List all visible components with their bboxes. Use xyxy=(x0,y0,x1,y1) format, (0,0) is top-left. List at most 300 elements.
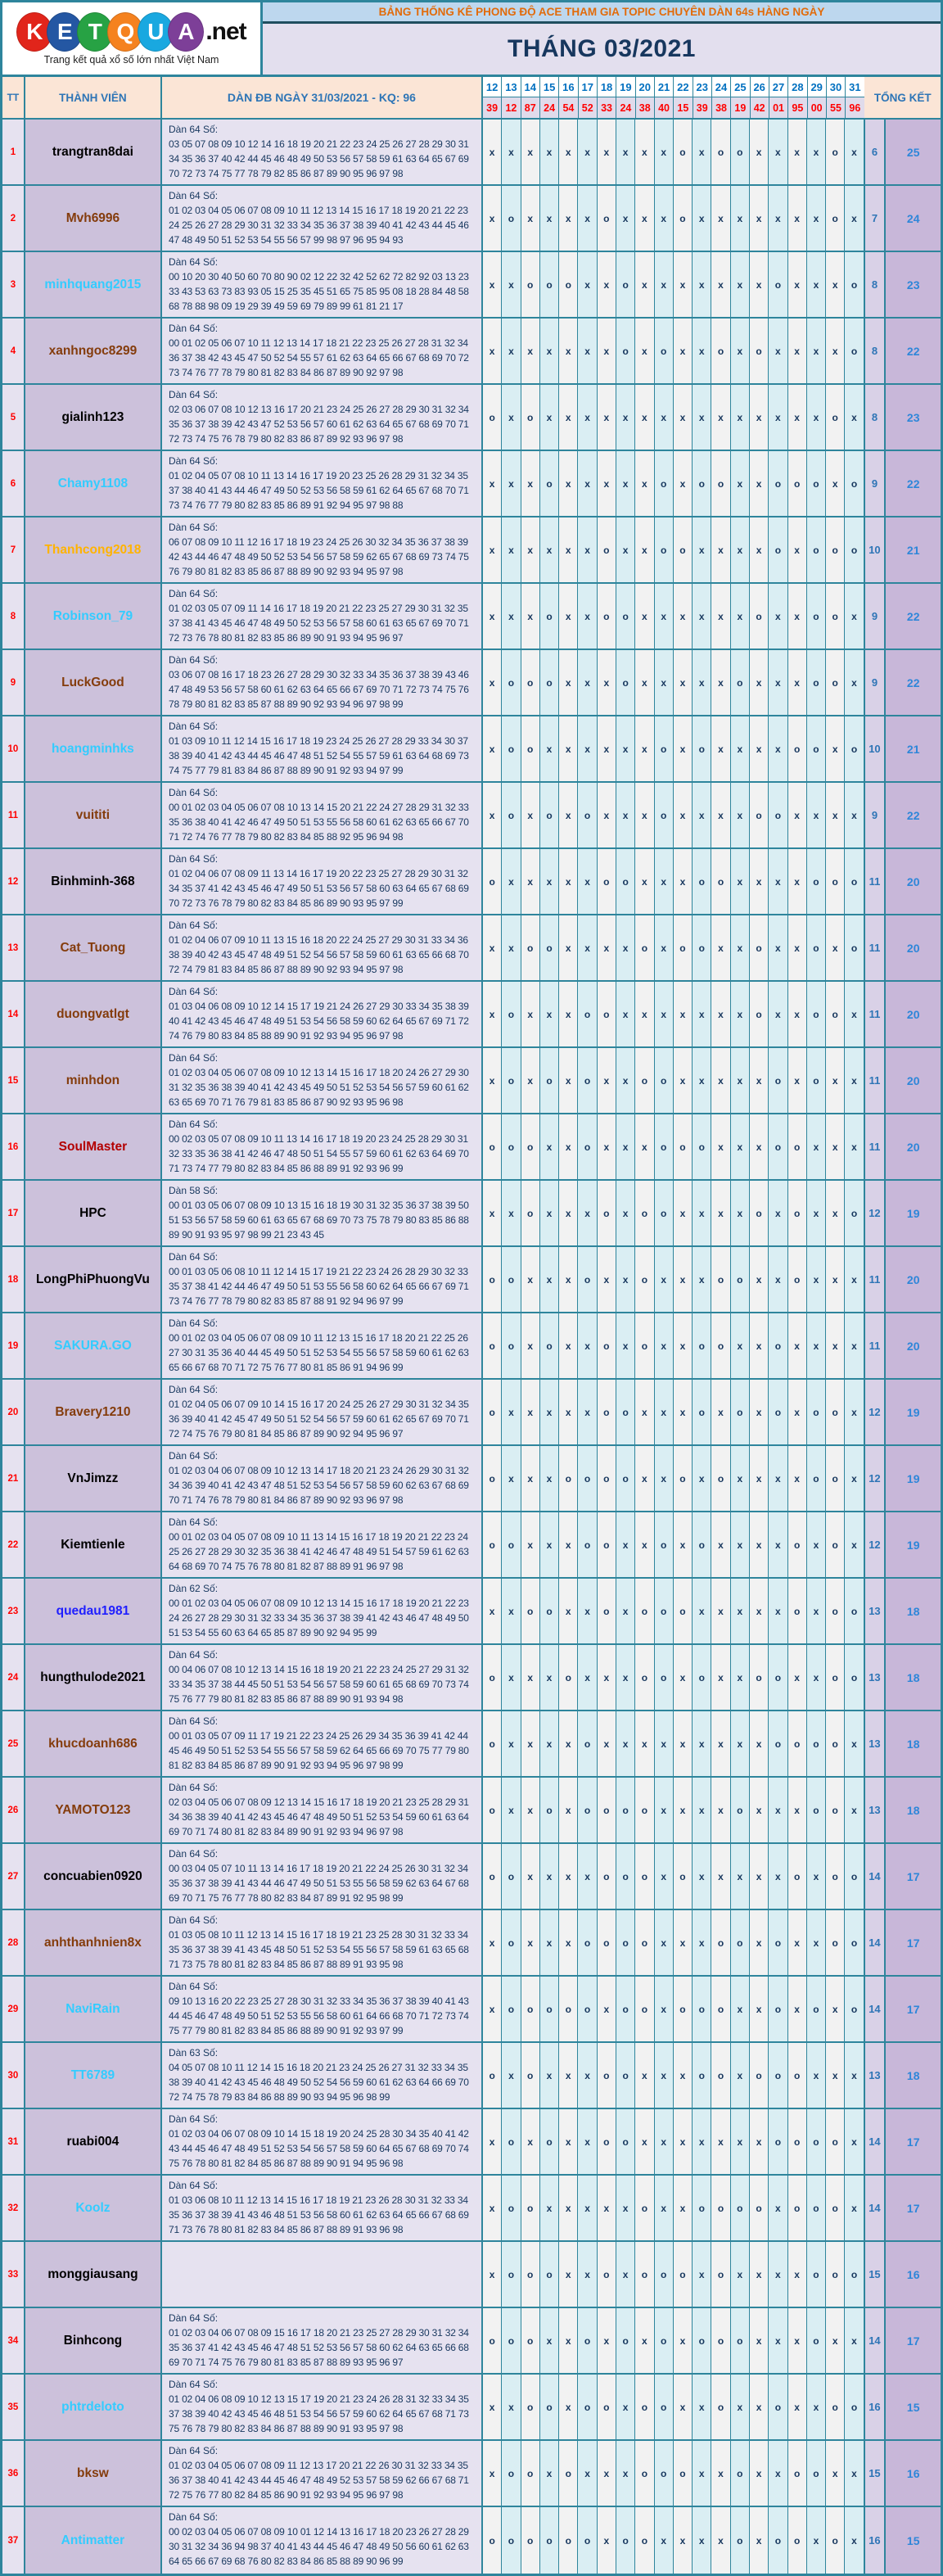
mark-cell: x xyxy=(731,915,750,980)
dan-numbers: 01 03 04 06 08 09 10 12 14 15 17 19 21 24 26 27 29 30 33 34 35 38 39 40 41 42 43 45 46 47 48 49 51 53 54 56 58 59 60 62 64 65 67 69 71 72 74 76 79 80 83 84 85 88 89 90 91 92 93 94 95 96 97 98 xyxy=(169,1001,469,1042)
mark-cell: x xyxy=(769,584,787,649)
member-name[interactable]: Kiemtienle xyxy=(25,1512,162,1577)
mark-cell: x xyxy=(521,186,540,251)
day-header: 31 xyxy=(846,77,864,97)
daily-marks xyxy=(483,716,865,781)
mark-cell: o xyxy=(693,1512,711,1577)
dan-label: Dàn 63 Số: xyxy=(169,2047,219,2059)
mark-cell: o xyxy=(578,2375,597,2439)
member-name[interactable]: quedau1981 xyxy=(25,1579,162,1643)
member-name[interactable]: VnJimzz xyxy=(25,1446,162,1511)
mark-cell: o xyxy=(711,1910,730,1975)
mark-cell: o xyxy=(769,2109,787,2174)
daily-marks xyxy=(483,186,865,251)
mark-cell: o xyxy=(826,1446,845,1511)
member-name[interactable]: YAMOTO123 xyxy=(25,1778,162,1842)
mark-cell: o xyxy=(711,2375,730,2439)
mark-cell: o xyxy=(598,584,616,649)
mark-cell: x xyxy=(674,2109,693,2174)
mark-cell: o xyxy=(521,2308,540,2373)
mark-cell: x xyxy=(826,1247,845,1312)
dan-numbers: 01 02 04 05 06 07 09 10 14 15 16 17 20 24 25 26 27 29 30 31 32 34 35 36 39 40 41 42 45 47 49 50 51 52 54 56 57 59 60 61 62 65 67 69 70 71 72 74 75 76 79 80 81 84 85 86 87 89 90 92 94 95 96 97 xyxy=(169,1399,469,1439)
mark-cell: o xyxy=(845,517,864,582)
total-miss: 8 xyxy=(865,385,887,450)
mark-cell: x xyxy=(807,1247,826,1312)
mark-cell: x xyxy=(540,186,559,251)
mark-cell: x xyxy=(674,1512,693,1577)
total-miss: 12 xyxy=(865,1380,887,1444)
table-row xyxy=(2,716,941,783)
mark-cell: o xyxy=(502,1512,521,1577)
day-result: 33 xyxy=(598,97,616,118)
mark-cell: o xyxy=(616,1778,635,1842)
mark-cell: x xyxy=(731,517,750,582)
mark-cell: x xyxy=(769,915,787,980)
mark-cell: x xyxy=(483,2375,502,2439)
mark-cell: x xyxy=(578,517,597,582)
member-name[interactable]: LuckGood xyxy=(25,650,162,715)
mark-cell: o xyxy=(711,2242,730,2307)
mark-cell: x xyxy=(578,2242,597,2307)
mark-cell: x xyxy=(750,1048,769,1113)
mark-cell: o xyxy=(807,2242,826,2307)
mark-cell: o xyxy=(693,2308,711,2373)
mark-cell: x xyxy=(788,252,807,317)
table-row xyxy=(2,915,941,982)
member-name[interactable]: concuabien0920 xyxy=(25,1844,162,1909)
mark-cell: x xyxy=(559,517,578,582)
mark-cell: x xyxy=(540,1446,559,1511)
mark-cell: x xyxy=(807,783,826,847)
mark-cell: o xyxy=(674,120,693,184)
mark-cell: x xyxy=(731,252,750,317)
total-score: 22 xyxy=(886,451,941,516)
mark-cell: x xyxy=(521,1446,540,1511)
mark-cell: o xyxy=(674,2242,693,2307)
mark-cell: x xyxy=(788,319,807,383)
mark-cell: x xyxy=(711,1114,730,1179)
row-number: 7 xyxy=(2,517,25,582)
mark-cell: x xyxy=(731,2043,750,2108)
mark-cell: x xyxy=(616,1114,635,1179)
mark-cell: x xyxy=(826,451,845,516)
mark-cell: x xyxy=(616,120,635,184)
mark-cell: x xyxy=(483,1910,502,1975)
mark-cell: o xyxy=(502,716,521,781)
mark-cell: o xyxy=(598,1778,616,1842)
total-score: 19 xyxy=(886,1446,941,1511)
dan-cell xyxy=(162,451,483,516)
dan-cell xyxy=(162,1844,483,1909)
dan-cell xyxy=(162,716,483,781)
mark-cell: o xyxy=(750,1181,769,1245)
dan-cell xyxy=(162,385,483,450)
total-score: 21 xyxy=(886,716,941,781)
logo-letter: T xyxy=(77,12,113,52)
mark-cell: x xyxy=(655,1844,674,1909)
mark-cell: x xyxy=(616,1711,635,1776)
dan-label: Dàn 64 Số: xyxy=(169,2379,219,2390)
dan-cell xyxy=(162,2375,483,2439)
member-name[interactable]: hoangminhks xyxy=(25,716,162,781)
table-row xyxy=(2,2176,941,2242)
mark-cell: o xyxy=(826,650,845,715)
mark-cell: x xyxy=(616,716,635,781)
mark-cell: o xyxy=(540,451,559,516)
member-name[interactable]: Thanhcong2018 xyxy=(25,517,162,582)
total-score: 18 xyxy=(886,1579,941,1643)
day-header: 14 xyxy=(521,77,540,97)
dan-cell xyxy=(162,2507,483,2574)
table-row xyxy=(2,1579,941,1645)
mark-cell: o xyxy=(616,2109,635,2174)
mark-cell: o xyxy=(769,783,787,847)
mark-cell: x xyxy=(540,1711,559,1776)
day-result: 19 xyxy=(731,97,750,118)
dan-label: Dàn 64 Số: xyxy=(169,190,219,201)
mark-cell: o xyxy=(769,1977,787,2041)
member-name[interactable]: phtrdeloto xyxy=(25,2375,162,2439)
mark-cell: o xyxy=(769,2507,787,2574)
mark-cell: x xyxy=(788,584,807,649)
mark-cell: x xyxy=(502,517,521,582)
member-name[interactable]: TT6789 xyxy=(25,2043,162,2108)
member-name[interactable]: Binhminh-368 xyxy=(25,849,162,914)
header-tt: TT xyxy=(2,77,25,118)
mark-cell: o xyxy=(845,1910,864,1975)
dan-numbers: 01 02 03 05 07 09 11 14 16 17 18 19 20 21 22 23 25 27 29 30 31 32 35 37 38 41 43 45 46 47 48 49 50 52 53 56 57 58 60 61 63 65 67 69 70 71 72 73 76 78 80 81 82 83 85 86 89 90 91 93 94 95 96 97 xyxy=(169,603,469,644)
dan-label: Dàn 64 Số: xyxy=(169,2312,219,2324)
total-miss: 9 xyxy=(865,451,887,516)
mark-cell: o xyxy=(731,2176,750,2240)
mark-cell: x xyxy=(845,1446,864,1511)
mark-cell: x xyxy=(502,849,521,914)
mark-cell: o xyxy=(788,1114,807,1179)
mark-cell: o xyxy=(483,1114,502,1179)
mark-cell: x xyxy=(655,120,674,184)
dan-numbers: 00 01 02 03 04 05 06 07 08 09 10 11 12 13 15 16 17 18 20 21 22 25 26 27 30 31 35 36 40 44 45 49 50 51 52 53 54 55 56 57 58 59 60 61 62 63 65 66 67 68 70 71 72 75 76 77 80 81 85 86 91 94 96 99 xyxy=(169,1332,469,1373)
member-name[interactable]: bksw xyxy=(25,2441,162,2506)
site-logo[interactable] xyxy=(2,2,263,75)
dan-cell xyxy=(162,1048,483,1113)
mark-cell: o xyxy=(826,1910,845,1975)
member-name[interactable]: khucdoanh686 xyxy=(25,1711,162,1776)
mark-cell: x xyxy=(483,915,502,980)
mark-cell: o xyxy=(693,1313,711,1378)
day-header: 29 xyxy=(808,77,827,97)
total-score: 23 xyxy=(886,385,941,450)
total-miss: 11 xyxy=(865,915,887,980)
dan-numbers: 01 02 03 04 06 07 08 09 10 12 13 14 17 18 20 21 23 24 26 29 30 31 32 34 36 39 40 41 42 43 47 48 51 52 53 54 56 57 58 59 60 62 63 67 68 69 70 71 74 76 78 79 80 81 84 86 87 89 90 92 93 96 97 98 xyxy=(169,1465,469,1506)
mark-cell: x xyxy=(693,1048,711,1113)
mark-cell: x xyxy=(635,451,654,516)
mark-cell: x xyxy=(598,2176,616,2240)
member-name[interactable]: monggiausang xyxy=(25,2242,162,2307)
dan-cell xyxy=(162,584,483,649)
mark-cell: x xyxy=(845,2507,864,2574)
mark-cell: x xyxy=(845,2176,864,2240)
member-name[interactable]: gialinh123 xyxy=(25,385,162,450)
row-number: 19 xyxy=(2,1313,25,1378)
daily-marks xyxy=(483,1977,865,2041)
dan-numbers: 01 02 04 06 08 09 10 12 13 15 17 19 20 21 23 24 26 28 31 32 33 34 35 37 38 39 40 42 43 45 46 48 51 53 54 56 57 59 60 62 64 65 67 68 71 73 75 76 78 79 80 82 83 84 86 87 88 89 90 91 93 95 97 98 xyxy=(169,2393,469,2434)
member-name[interactable]: duongvatlgt xyxy=(25,982,162,1046)
mark-cell: o xyxy=(826,186,845,251)
table-title: BẢNG THỐNG KÊ PHONG ĐỘ ACE THAM GIA TOPIC CHUYÊN DÀN 64s HÀNG NGÀY xyxy=(263,2,941,24)
mark-cell: o xyxy=(598,1512,616,1577)
member-name[interactable]: minhdon xyxy=(25,1048,162,1113)
mark-cell: o xyxy=(674,1579,693,1643)
dan-label: Dàn 64 Số: xyxy=(169,588,219,599)
day-result: 39 xyxy=(693,97,712,118)
mark-cell: o xyxy=(807,982,826,1046)
mark-cell: o xyxy=(502,1977,521,2041)
mark-cell: o xyxy=(769,1711,787,1776)
mark-cell: o xyxy=(655,1114,674,1179)
mark-cell: o xyxy=(731,1778,750,1842)
member-name[interactable]: vuititi xyxy=(25,783,162,847)
mark-cell: x xyxy=(674,1778,693,1842)
mark-cell: o xyxy=(616,1380,635,1444)
mark-cell: o xyxy=(483,1512,502,1577)
dan-numbers: 01 02 03 04 05 06 07 08 09 10 11 12 13 14 15 16 17 18 19 20 21 22 23 24 25 26 27 28 29 30 31 32 33 34 35 36 37 38 39 40 41 42 43 44 45 46 47 48 49 50 51 52 53 54 55 56 57 99 98 97 96 95 94 93 xyxy=(169,205,469,246)
mark-cell: o xyxy=(731,2308,750,2373)
member-name[interactable]: LongPhiPhuongVu xyxy=(25,1247,162,1312)
mark-cell: x xyxy=(693,319,711,383)
dan-label: Dàn 64 Số: xyxy=(169,455,219,467)
mark-cell: x xyxy=(845,2308,864,2373)
row-number: 31 xyxy=(2,2109,25,2174)
mark-cell: x xyxy=(807,1114,826,1179)
row-number: 15 xyxy=(2,1048,25,1113)
mark-cell: x xyxy=(578,1380,597,1444)
dan-label: Dàn 64 Số: xyxy=(169,853,219,865)
member-name[interactable]: NaviRain xyxy=(25,1977,162,2041)
mark-cell: x xyxy=(502,915,521,980)
mark-cell: o xyxy=(502,2308,521,2373)
daily-marks xyxy=(483,120,865,184)
mark-cell: o xyxy=(807,2441,826,2506)
mark-cell: o xyxy=(616,1977,635,2041)
mark-cell: x xyxy=(521,1380,540,1444)
mark-cell: x xyxy=(483,2176,502,2240)
mark-cell: o xyxy=(521,252,540,317)
mark-cell: x xyxy=(826,2308,845,2373)
mark-cell: x xyxy=(788,1910,807,1975)
daily-marks xyxy=(483,517,865,582)
mark-cell: o xyxy=(769,1114,787,1179)
mark-cell: x xyxy=(807,1645,826,1710)
mark-cell: x xyxy=(483,2441,502,2506)
total-score: 19 xyxy=(886,1380,941,1444)
member-name[interactable]: minhquang2015 xyxy=(25,252,162,317)
dan-numbers: 03 05 07 08 09 10 12 14 16 18 19 20 21 22 23 24 25 26 27 28 29 30 31 34 35 36 37 40 42 44 45 46 48 49 50 53 56 57 58 59 61 63 64 65 67 69 70 72 73 74 75 77 78 79 82 85 86 87 89 90 95 96 97 98 xyxy=(169,138,469,179)
mark-cell: x xyxy=(731,849,750,914)
mark-cell: o xyxy=(845,1579,864,1643)
mark-cell: x xyxy=(693,1910,711,1975)
mark-cell: o xyxy=(502,2242,521,2307)
mark-cell: o xyxy=(521,385,540,450)
dan-numbers: 00 10 20 30 40 50 60 70 80 90 02 12 22 32 42 52 62 72 82 92 03 13 23 33 43 53 63 73 83 93 05 15 25 35 45 51 65 75 85 95 08 18 28 84 48 58 68 78 88 98 09 19 29 39 49 59 69 79 89 99 61 81 21 17 xyxy=(169,271,469,312)
total-score: 22 xyxy=(886,650,941,715)
day-result: 01 xyxy=(769,97,788,118)
mark-cell: o xyxy=(540,2507,559,2574)
member-name[interactable]: hungthulode2021 xyxy=(25,1645,162,1710)
mark-cell: x xyxy=(635,783,654,847)
mark-cell: x xyxy=(655,1446,674,1511)
mark-cell: x xyxy=(559,1380,578,1444)
mark-cell: x xyxy=(826,2043,845,2108)
total-miss: 15 xyxy=(865,2242,887,2307)
member-name[interactable]: Bravery1210 xyxy=(25,1380,162,1444)
dan-label: Dàn 64 Số: xyxy=(169,1317,219,1329)
member-name[interactable]: trangtran8dai xyxy=(25,120,162,184)
mark-cell: x xyxy=(655,2109,674,2174)
day-header: 21 xyxy=(655,77,674,97)
day-result: 39 xyxy=(483,97,502,118)
mark-cell: x xyxy=(578,1645,597,1710)
logo-letter: A xyxy=(168,12,204,52)
mark-cell: o xyxy=(483,1778,502,1842)
dan-cell xyxy=(162,186,483,251)
mark-cell: x xyxy=(521,1512,540,1577)
mark-cell: x xyxy=(826,716,845,781)
mark-cell: x xyxy=(559,1910,578,1975)
mark-cell: o xyxy=(578,783,597,847)
mark-cell: o xyxy=(845,1645,864,1710)
mark-cell: x xyxy=(655,186,674,251)
mark-cell: x xyxy=(769,982,787,1046)
mark-cell: o xyxy=(483,1247,502,1312)
mark-cell: x xyxy=(750,517,769,582)
mark-cell: o xyxy=(826,2109,845,2174)
logo-suffix: .net xyxy=(205,17,246,45)
member-name[interactable]: anhthanhnien8x xyxy=(25,1910,162,1975)
mark-cell: x xyxy=(674,1048,693,1113)
member-name[interactable]: HPC xyxy=(25,1181,162,1245)
table-row xyxy=(2,849,941,915)
mark-cell: x xyxy=(502,1645,521,1710)
mark-cell: x xyxy=(521,584,540,649)
row-number: 5 xyxy=(2,385,25,450)
table-row xyxy=(2,252,941,319)
mark-cell: o xyxy=(807,2308,826,2373)
mark-cell: o xyxy=(807,2109,826,2174)
dan-label: Dàn 64 Số: xyxy=(169,389,219,400)
mark-cell: x xyxy=(731,982,750,1046)
dan-cell xyxy=(162,1247,483,1312)
table-row xyxy=(2,517,941,584)
day-result: 95 xyxy=(788,97,807,118)
mark-cell: o xyxy=(635,2507,654,2574)
dan-cell xyxy=(162,1512,483,1577)
mark-cell: x xyxy=(578,1844,597,1909)
mark-cell: o xyxy=(655,1645,674,1710)
member-name[interactable]: SAKURA.GO xyxy=(25,1313,162,1378)
member-name[interactable]: Antimatter xyxy=(25,2507,162,2574)
daily-marks xyxy=(483,1711,865,1776)
mark-cell: x xyxy=(540,2441,559,2506)
logo-letter: Q xyxy=(107,12,143,52)
mark-cell: x xyxy=(826,1114,845,1179)
total-miss: 12 xyxy=(865,1446,887,1511)
mark-cell: x xyxy=(598,2441,616,2506)
total-miss: 13 xyxy=(865,1645,887,1710)
day-result: 54 xyxy=(559,97,578,118)
member-name[interactable]: Cat_Tuong xyxy=(25,915,162,980)
mark-cell: o xyxy=(731,1380,750,1444)
member-name[interactable]: Chamy1108 xyxy=(25,451,162,516)
mark-cell: o xyxy=(693,1645,711,1710)
member-name[interactable]: Binhcong xyxy=(25,2308,162,2373)
row-number: 34 xyxy=(2,2308,25,2373)
member-name[interactable]: Koolz xyxy=(25,2176,162,2240)
member-name[interactable]: SoulMaster xyxy=(25,1114,162,1179)
member-name[interactable]: ruabi004 xyxy=(25,2109,162,2174)
mark-cell: x xyxy=(578,2043,597,2108)
mark-cell: x xyxy=(845,1114,864,1179)
total-score: 20 xyxy=(886,849,941,914)
row-number: 12 xyxy=(2,849,25,914)
mark-cell: x xyxy=(616,915,635,980)
table-row xyxy=(2,1844,941,1910)
total-miss: 16 xyxy=(865,2375,887,2439)
mark-cell: o xyxy=(540,1977,559,2041)
daily-marks xyxy=(483,2176,865,2240)
mark-cell: x xyxy=(540,2043,559,2108)
mark-cell: x xyxy=(807,2375,826,2439)
mark-cell: x xyxy=(635,120,654,184)
table-row xyxy=(2,982,941,1048)
mark-cell: x xyxy=(502,385,521,450)
dan-cell xyxy=(162,1114,483,1179)
mark-cell: x xyxy=(769,2441,787,2506)
member-name[interactable]: Robinson_79 xyxy=(25,584,162,649)
mark-cell: x xyxy=(731,451,750,516)
dan-numbers: 02 03 04 05 06 07 08 09 12 13 14 15 16 17 18 19 20 21 23 25 28 29 31 34 36 38 39 40 41 42 43 45 46 47 48 49 50 51 52 53 54 59 60 61 63 64 69 70 71 74 80 81 82 83 84 89 90 91 92 93 94 96 97 98 xyxy=(169,1796,469,1837)
total-miss: 10 xyxy=(865,716,887,781)
mark-cell: x xyxy=(711,2507,730,2574)
dan-cell xyxy=(162,1711,483,1776)
mark-cell: x xyxy=(559,849,578,914)
mark-cell: x xyxy=(788,783,807,847)
table-row xyxy=(2,1247,941,1313)
total-miss: 11 xyxy=(865,849,887,914)
mark-cell: x xyxy=(674,1380,693,1444)
mark-cell: o xyxy=(788,2441,807,2506)
member-name[interactable]: xanhngoc8299 xyxy=(25,319,162,383)
mark-cell: o xyxy=(711,319,730,383)
table-row xyxy=(2,1910,941,1977)
mark-cell: x xyxy=(826,252,845,317)
mark-cell: x xyxy=(674,385,693,450)
mark-cell: x xyxy=(559,451,578,516)
mark-cell: x xyxy=(788,1446,807,1511)
mark-cell: x xyxy=(635,1114,654,1179)
logo-tagline: Trang kết quả xổ số lớn nhất Việt Nam xyxy=(43,53,219,66)
mark-cell: o xyxy=(616,1844,635,1909)
mark-cell: x xyxy=(616,2375,635,2439)
member-name[interactable]: Mvh6996 xyxy=(25,186,162,251)
day-result: 87 xyxy=(521,97,540,118)
total-miss: 13 xyxy=(865,1778,887,1842)
mark-cell: o xyxy=(655,1048,674,1113)
mark-cell: o xyxy=(521,1977,540,2041)
mark-cell: o xyxy=(788,2109,807,2174)
row-number: 20 xyxy=(2,1380,25,1444)
mark-cell: x xyxy=(845,120,864,184)
mark-cell: x xyxy=(559,120,578,184)
